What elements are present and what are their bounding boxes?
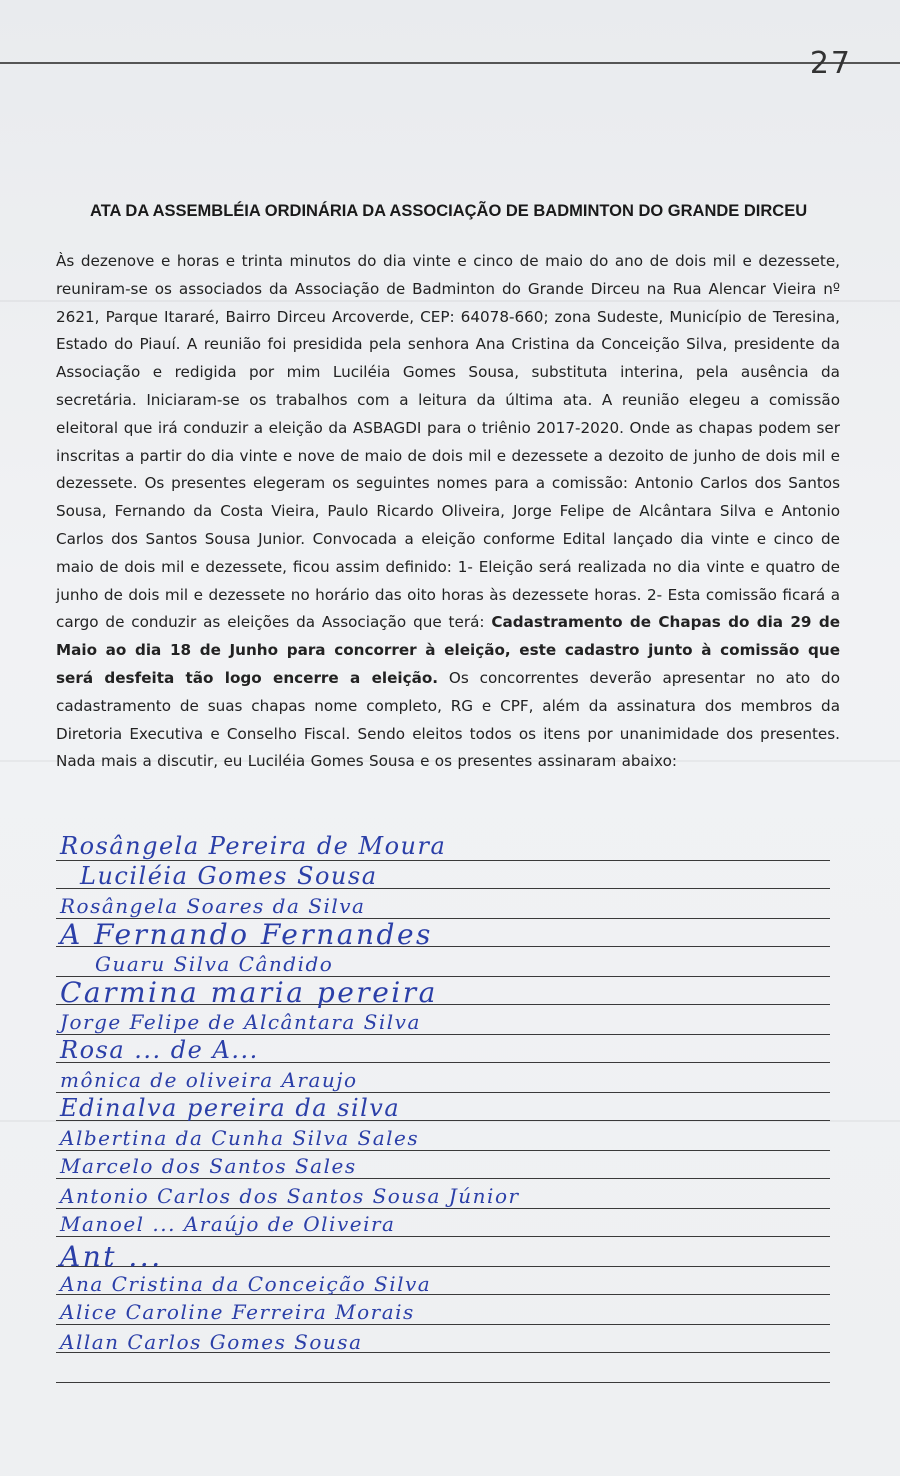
signature: Rosa ... de A...	[60, 1036, 259, 1064]
signature: Ana Cristina da Conceição Silva	[60, 1272, 432, 1296]
signature: Guaru Silva Cândido	[95, 952, 334, 976]
signature: Luciléia Gomes Sousa	[80, 862, 378, 890]
signature: Ant ...	[60, 1240, 163, 1273]
signature: Edinalva pereira da silva	[60, 1094, 401, 1122]
signature: Allan Carlos Gomes Sousa	[60, 1330, 363, 1354]
document-title: ATA DA ASSEMBLÉIA ORDINÁRIA DA ASSOCIAÇÃO DE BADMINTON DO GRANDE DIRCEU	[90, 202, 808, 220]
signature: A Fernando Fernandes	[60, 918, 433, 951]
signature: Manoel ... Araújo de Oliveira	[60, 1212, 396, 1236]
minutes-bold-clause: Cadastramento de Chapas do dia 29 de Maio ao dia 18 de Junho para concorrer à eleição, este cadastro junto à comissão que será desfeita tão logo encerre a eleição.	[56, 613, 840, 687]
signature: Jorge Felipe de Alcântara Silva	[60, 1010, 421, 1034]
minutes-body	[56, 248, 840, 776]
minutes-paragraph: Às dezenove e horas e trinta minutos do dia vinte e cinco de maio do ano de dois mil e dezessete, reuniram-se os associados da Associação de Badminton do Grande Dirceu na Rua Alencar Vieira nº 2621, Parque Itararé, Bairro Dirceu Arcoverde, CEP: 64078-660; zona Sudeste, Município de Teresina, Estado do Piauí. A reunião foi presidida pela senhora Ana Cristina da Conceição Silva, presidente da Associação e redigida por mim Luciléia Gomes Sousa, substituta interina, pela ausência da secretária. Iniciaram-se os trabalhos com a leitura da última ata. A reunião elegeu a comissão eleitoral que irá conduzir a eleição da ASBAGDI para o triênio 2017-2020. Onde as chapas podem ser inscritas a partir do dia vinte e nove de maio de dois mil e dezessete a dezoito de junho de dois mil e dezessete. Os presentes elegeram os seguintes nomes para a comissão: Antonio Carlos dos Santos Sousa, Fernando da Costa Vieira, Paulo Ricardo Oliveira, Jorge Felipe de Alcântara Silva e Antonio Carlos dos Santos Sousa Junior. Convocada a eleição conforme Edital lançado dia vinte e cinco de maio de dois mil e dezessete, ficou assim definido: 1- Eleição será realizada no dia vinte e quatro de junho de dois mil e dezessete no horário das oito horas às dezessete horas. 2- Esta comissão ficará a cargo de conduzir as eleições da Associação que terá:	[56, 252, 840, 632]
header-rule	[0, 62, 900, 64]
signature-list	[0, 820, 900, 1420]
signature: Rosângela Soares da Silva	[60, 894, 366, 918]
signature: Antonio Carlos dos Santos Sousa Júnior	[60, 1184, 520, 1208]
signature: Marcelo dos Santos Sales	[60, 1154, 357, 1178]
signature-line	[56, 1382, 830, 1383]
page-number: 27	[809, 46, 852, 81]
signature: Carmina maria pereira	[60, 976, 438, 1009]
signature: Rosângela Pereira de Moura	[60, 832, 447, 860]
signature: Alice Caroline Ferreira Morais	[60, 1300, 415, 1324]
signature: Albertina da Cunha Silva Sales	[60, 1126, 420, 1150]
minutes-closing: Os concorrentes deverão apresentar no ato do cadastramento de suas chapas nome completo, RG e CPF, além da assinatura dos membros da Diretoria Executiva e Conselho Fiscal. Sendo eleitos todos os itens por unanimidade dos presentes. Nada mais a discutir, eu Luciléia Gomes Sousa e os presentes assinaram abaixo:	[56, 668, 840, 771]
signature: mônica de oliveira Araujo	[60, 1068, 358, 1092]
